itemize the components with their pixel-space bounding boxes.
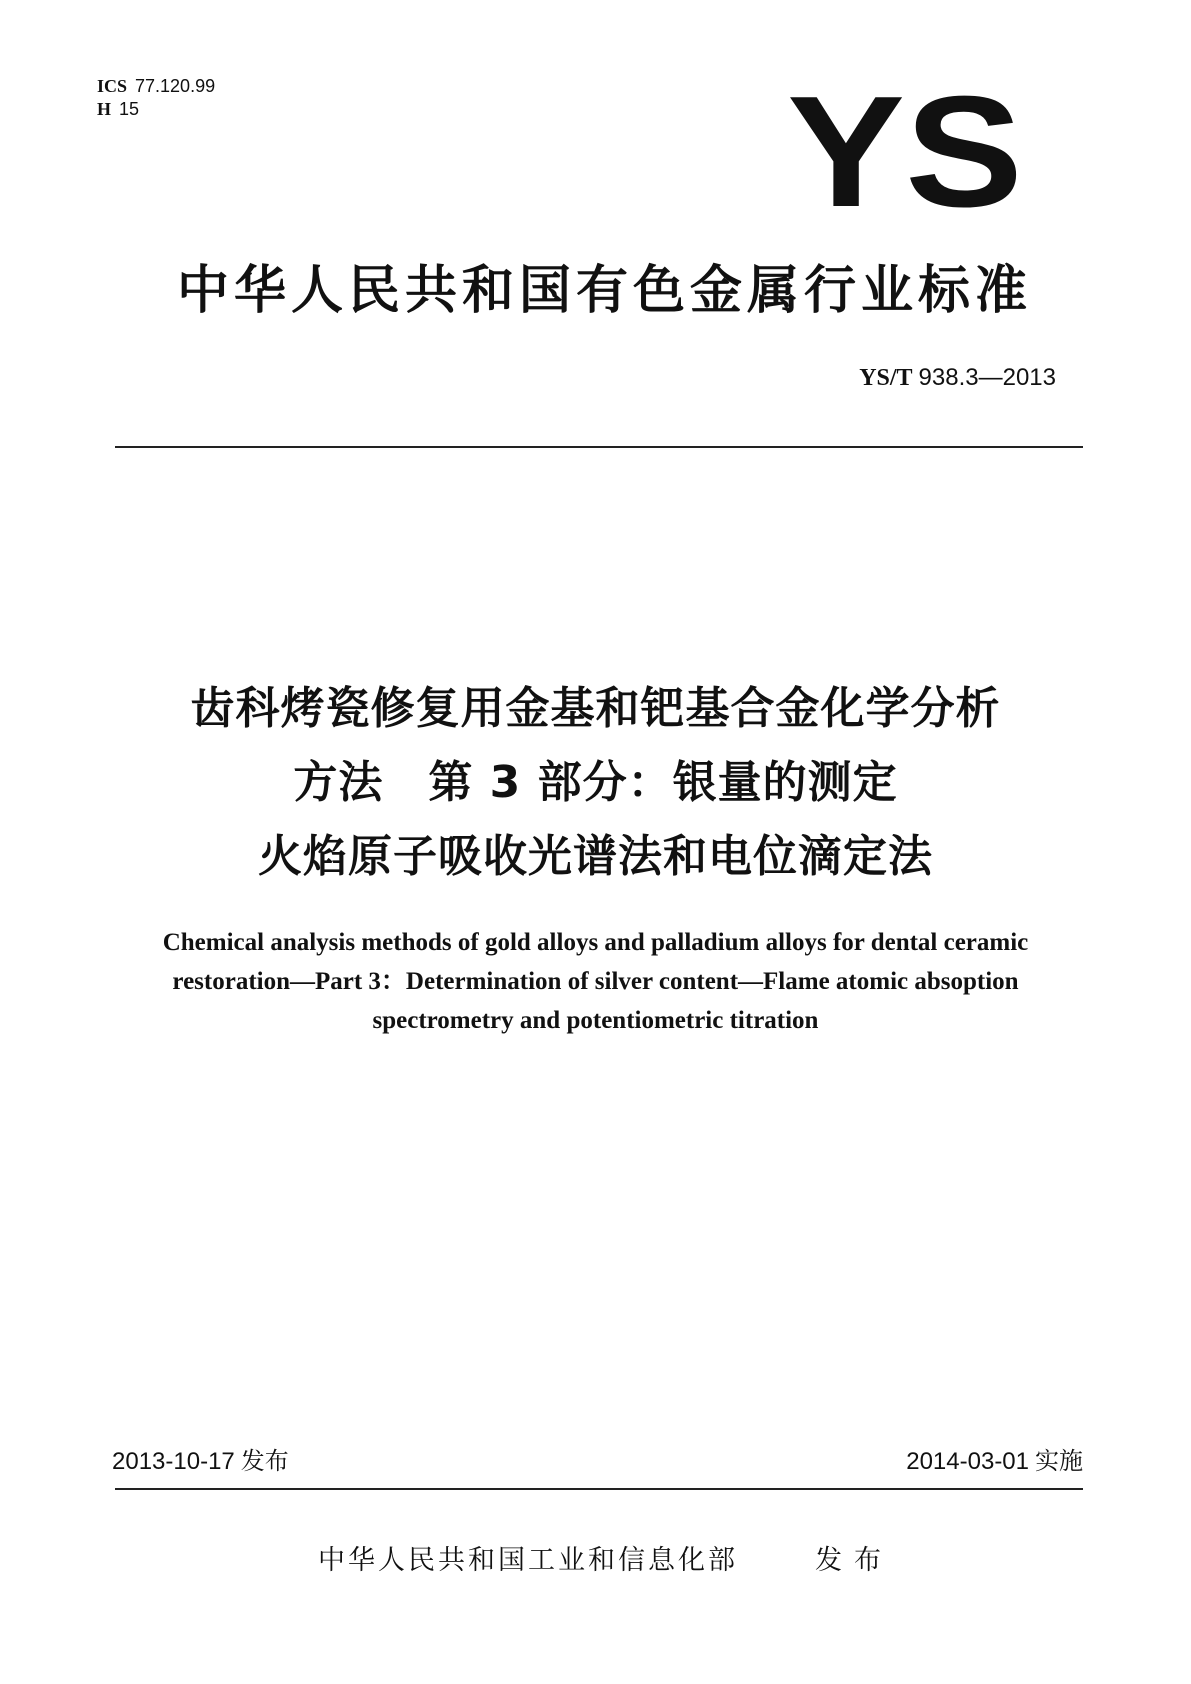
- classification-codes: [97, 75, 215, 121]
- ccs-code: [97, 98, 215, 121]
- standard-number: [859, 363, 1056, 392]
- title-cn-line-2: 方法 第 3 部分：银量的测定: [293, 757, 898, 808]
- publisher-name: 中华人民共和国工业和信息化部: [318, 1545, 738, 1576]
- ics-code: [97, 75, 215, 98]
- issue-date-value: 2013-10-17: [112, 1448, 235, 1475]
- issue-date-label: 发布: [240, 1447, 289, 1475]
- title-en-line-3: spectrometry and potentiometric titration: [372, 1007, 819, 1034]
- implementation-date-value: 2014-03-01: [906, 1448, 1029, 1475]
- top-divider: [115, 446, 1083, 448]
- standard-number-value: 938.3—2013: [918, 364, 1056, 391]
- publisher-action: 发布: [815, 1545, 893, 1576]
- ics-value: 77.120.99: [135, 76, 216, 96]
- title-cn-line-3: 火焰原子吸收光谱法和电位滴定法: [258, 831, 933, 882]
- title-en-line-2: restoration—Part 3：Determination of silver content—Flame atomic absoption: [172, 968, 1019, 995]
- title-en-line-1: Chemical analysis methods of gold alloys and palladium alloys for dental ceramic: [162, 929, 1029, 956]
- standard-number-prefix: YS/T: [859, 365, 913, 391]
- implementation-date: [906, 1441, 1083, 1476]
- implementation-date-label: 实施: [1035, 1447, 1083, 1475]
- ics-label: ICS: [97, 76, 128, 96]
- ys-logo: [785, 82, 1025, 214]
- standard-title: 中华人民共和国有色金属行业标准: [176, 261, 1032, 321]
- issue-date: [112, 1441, 289, 1476]
- title-cn-line-1: 齿科烤瓷修复用金基和钯基合金化学分析: [190, 683, 1001, 734]
- ccs-label: H: [97, 99, 112, 119]
- ys-logo-text: YS: [787, 82, 1023, 214]
- ccs-value: 15: [119, 99, 140, 119]
- bottom-divider: [115, 1488, 1083, 1490]
